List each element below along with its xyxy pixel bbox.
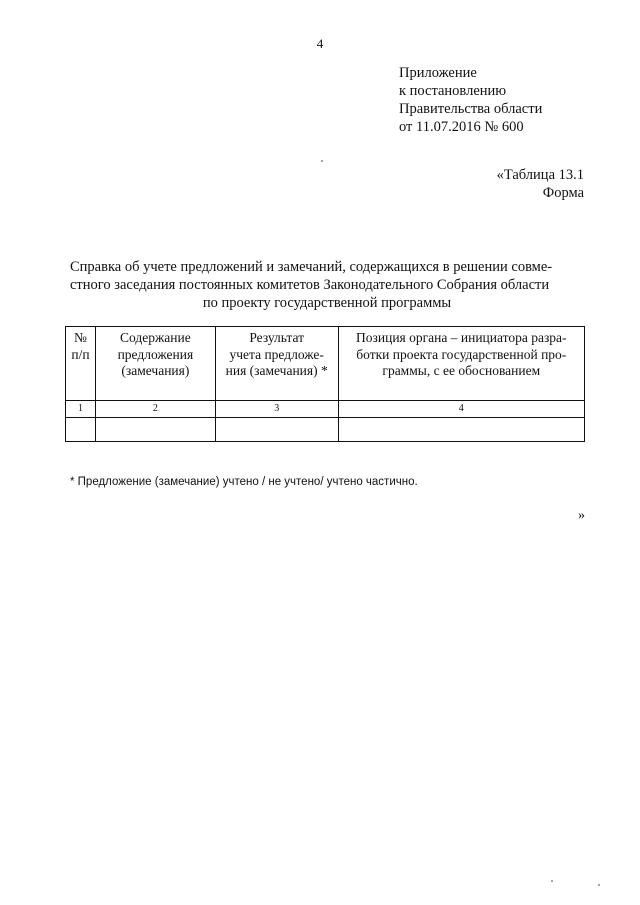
- table-reference: [497, 166, 584, 202]
- empty-cell: [66, 418, 96, 442]
- header-proposal-content: Содержание предложения (замечания): [95, 327, 215, 401]
- document-title: [70, 258, 584, 312]
- footnote: * Предложение (замечание) учтено / не учтено/ учтено частично.: [70, 476, 418, 488]
- column-number: 2: [95, 401, 215, 418]
- appendix-line: Правительства области: [399, 101, 543, 117]
- empty-table-row: [66, 418, 585, 442]
- appendix-line: Приложение: [399, 65, 477, 81]
- proposals-table: [65, 326, 585, 442]
- table-label: «Таблица 13.1: [496, 167, 584, 183]
- appendix-date-line: от 11.07.2016 № 600: [399, 119, 524, 135]
- header-initiator-position: Позиция органа – инициатора разра- ботки проекта государственной про- граммы, с ее обоснованием: [338, 327, 584, 401]
- scan-speck: [551, 880, 553, 882]
- title-line: стного заседания постоянных комитетов Законодательного Собрания области: [70, 277, 550, 293]
- empty-cell: [338, 418, 584, 442]
- title-line: по проекту государственной программы: [202, 295, 452, 311]
- title-line: Справка об учете предложений и замечаний, содержащихся в решении совме-: [70, 259, 553, 275]
- column-number: 4: [338, 401, 584, 418]
- column-number-row: [66, 401, 585, 418]
- scan-speck: [321, 160, 323, 162]
- table-header-row: [66, 327, 585, 401]
- closing-quote: »: [578, 508, 585, 523]
- page-number: 4: [316, 36, 324, 51]
- column-number: 1: [66, 401, 96, 418]
- header-result: Результат учета предложе- ния (замечания) *: [215, 327, 338, 401]
- appendix-line: к постановлению: [399, 83, 507, 99]
- empty-cell: [95, 418, 215, 442]
- appendix-block: [399, 64, 542, 136]
- column-number: 3: [215, 401, 338, 418]
- scan-speck: [598, 884, 600, 886]
- header-number: № п/п: [66, 327, 96, 401]
- form-label: Форма: [542, 185, 584, 201]
- empty-cell: [215, 418, 338, 442]
